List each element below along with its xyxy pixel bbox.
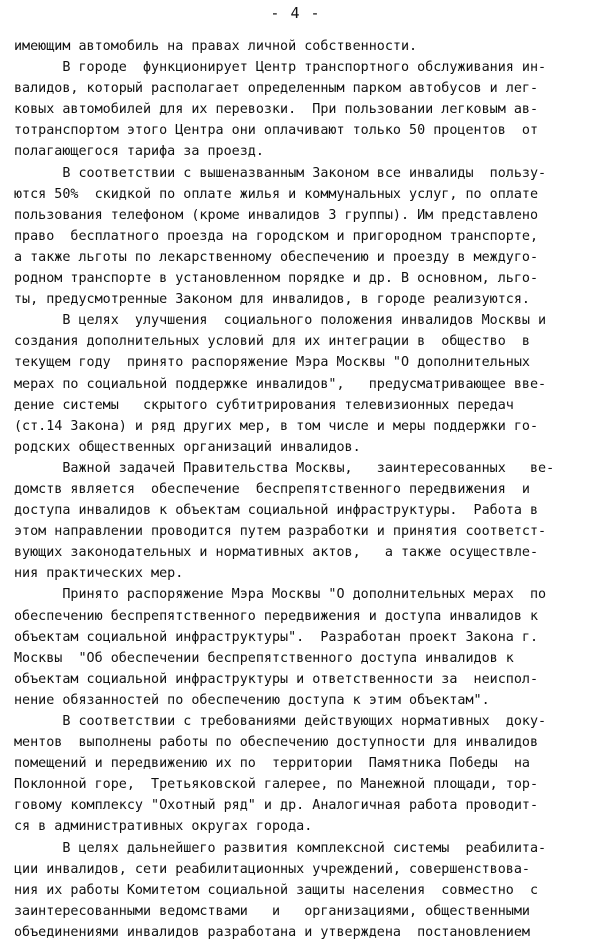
- text-line: тотранспортом этого Центра они оплачивают только 50 процентов от: [14, 123, 539, 139]
- text-line: объектам социальной инфраструктуры и ответственности за неиспол-: [14, 671, 539, 687]
- text-line: родном транспорте в установленном порядке и др. В основном, льго-: [14, 271, 539, 287]
- text-line: этом направлении проводится путем разработки и принятия соответст-: [14, 524, 547, 540]
- body-text: [14, 36, 580, 943]
- text-line: создания дополнительных условий для их интеграции в общество в: [14, 334, 530, 350]
- text-line: мерах по социальной поддержке инвалидов", предусматривающее вве-: [14, 376, 547, 392]
- text-line: валидов, который располагает определенным парком автобусов и лег-: [14, 81, 539, 97]
- text-line: доступа инвалидов к объектам социальной инфраструктуры. Работа в: [14, 503, 539, 519]
- text-line: ются 50% скидкой по оплате жилья и коммунальных услуг, по оплате: [14, 186, 539, 202]
- text-line: домств является обеспечение беспрепятственного передвижения и: [14, 481, 530, 497]
- text-line: пользования телефоном (кроме инвалидов 3 группы). Им представлено: [14, 207, 539, 223]
- text-line: В соответствии с вышеназванным Законом все инвалиды пользу-: [14, 165, 547, 181]
- text-line: нение обязанностей по обеспечению доступа к этим объектам".: [14, 692, 490, 708]
- text-line: помещений и передвижению их по территории Памятника Победы на: [14, 756, 530, 772]
- text-line: (ст.14 Закона) и ряд других мер, в том числе и меры поддержки го-: [14, 418, 539, 434]
- text-line: говому комплексу "Охотный ряд" и др. Аналогичная работа проводит-: [14, 798, 539, 814]
- text-line: родских общественных организаций инвалидов.: [14, 439, 361, 455]
- text-line: полагающегося тарифа за проезд.: [14, 144, 264, 160]
- text-line: имеющим автомобиль на правах личной собственности.: [14, 39, 418, 54]
- text-line: вующих законодательных и нормативных актов, а также осуществле-: [14, 545, 539, 561]
- text-line: В целях улучшения социального положения инвалидов Москвы и: [14, 313, 547, 329]
- text-line: ния практических мер.: [14, 566, 184, 582]
- text-line: ментов выполнены работы по обеспечению доступности для инвалидов: [14, 735, 539, 751]
- text-line: В городе функционирует Центр транспортного обслуживания ин-: [14, 60, 547, 76]
- text-line: право бесплатного проезда на городском и пригородном транспорте,: [14, 228, 539, 244]
- text-line: В целях дальнейшего развития комплексной системы реабилита-: [14, 840, 547, 856]
- text-line: объектам социальной инфраструктуры". Разработан проект Закона г.: [14, 629, 539, 645]
- text-line: обеспечению беспрепятственного передвижения и доступа инвалидов к: [14, 608, 539, 624]
- page-number: - 4 -: [270, 4, 321, 22]
- text-line: ния их работы Комитетом социальной защиты населения совместно с: [14, 882, 539, 898]
- text-line: ции инвалидов, сети реабилитационных учреждений, совершенствова-: [14, 861, 530, 877]
- text-line: ты, предусмотренные Законом для инвалидов, в городе реализуются.: [14, 292, 530, 308]
- text-line: Москвы "Об обеспечении беспрепятственного доступа инвалидов к: [14, 650, 514, 666]
- text-line: Важной задачей Правительства Москвы, заинтересованных ве-: [14, 460, 555, 476]
- text-line: дение системы скрытого субтитрирования телевизионных передач: [14, 397, 514, 413]
- text-line: Поклонной горе, Третьяковской галерее, по Манежной площади, тор-: [14, 777, 539, 793]
- text-line: объединениями инвалидов разработана и утверждена постановлением: [14, 924, 530, 940]
- text-line: Принято распоряжение Мэра Москвы "О дополнительных мерах по: [14, 587, 547, 603]
- text-line: В соответствии с требованиями действующих нормативных доку-: [14, 714, 547, 729]
- text-line: ковых автомобилей для их перевозки. При пользовании легковым ав-: [14, 102, 539, 118]
- text-line: заинтересованными ведомствами и организациями, общественными: [14, 903, 530, 919]
- text-line: ся в административных округах города.: [14, 819, 313, 835]
- text-line: текущем году принято распоряжение Мэра Москвы "О дополнительных: [14, 355, 530, 371]
- text-line: а также льготы по лекарственному обеспечению и проезду в междуго-: [14, 249, 539, 265]
